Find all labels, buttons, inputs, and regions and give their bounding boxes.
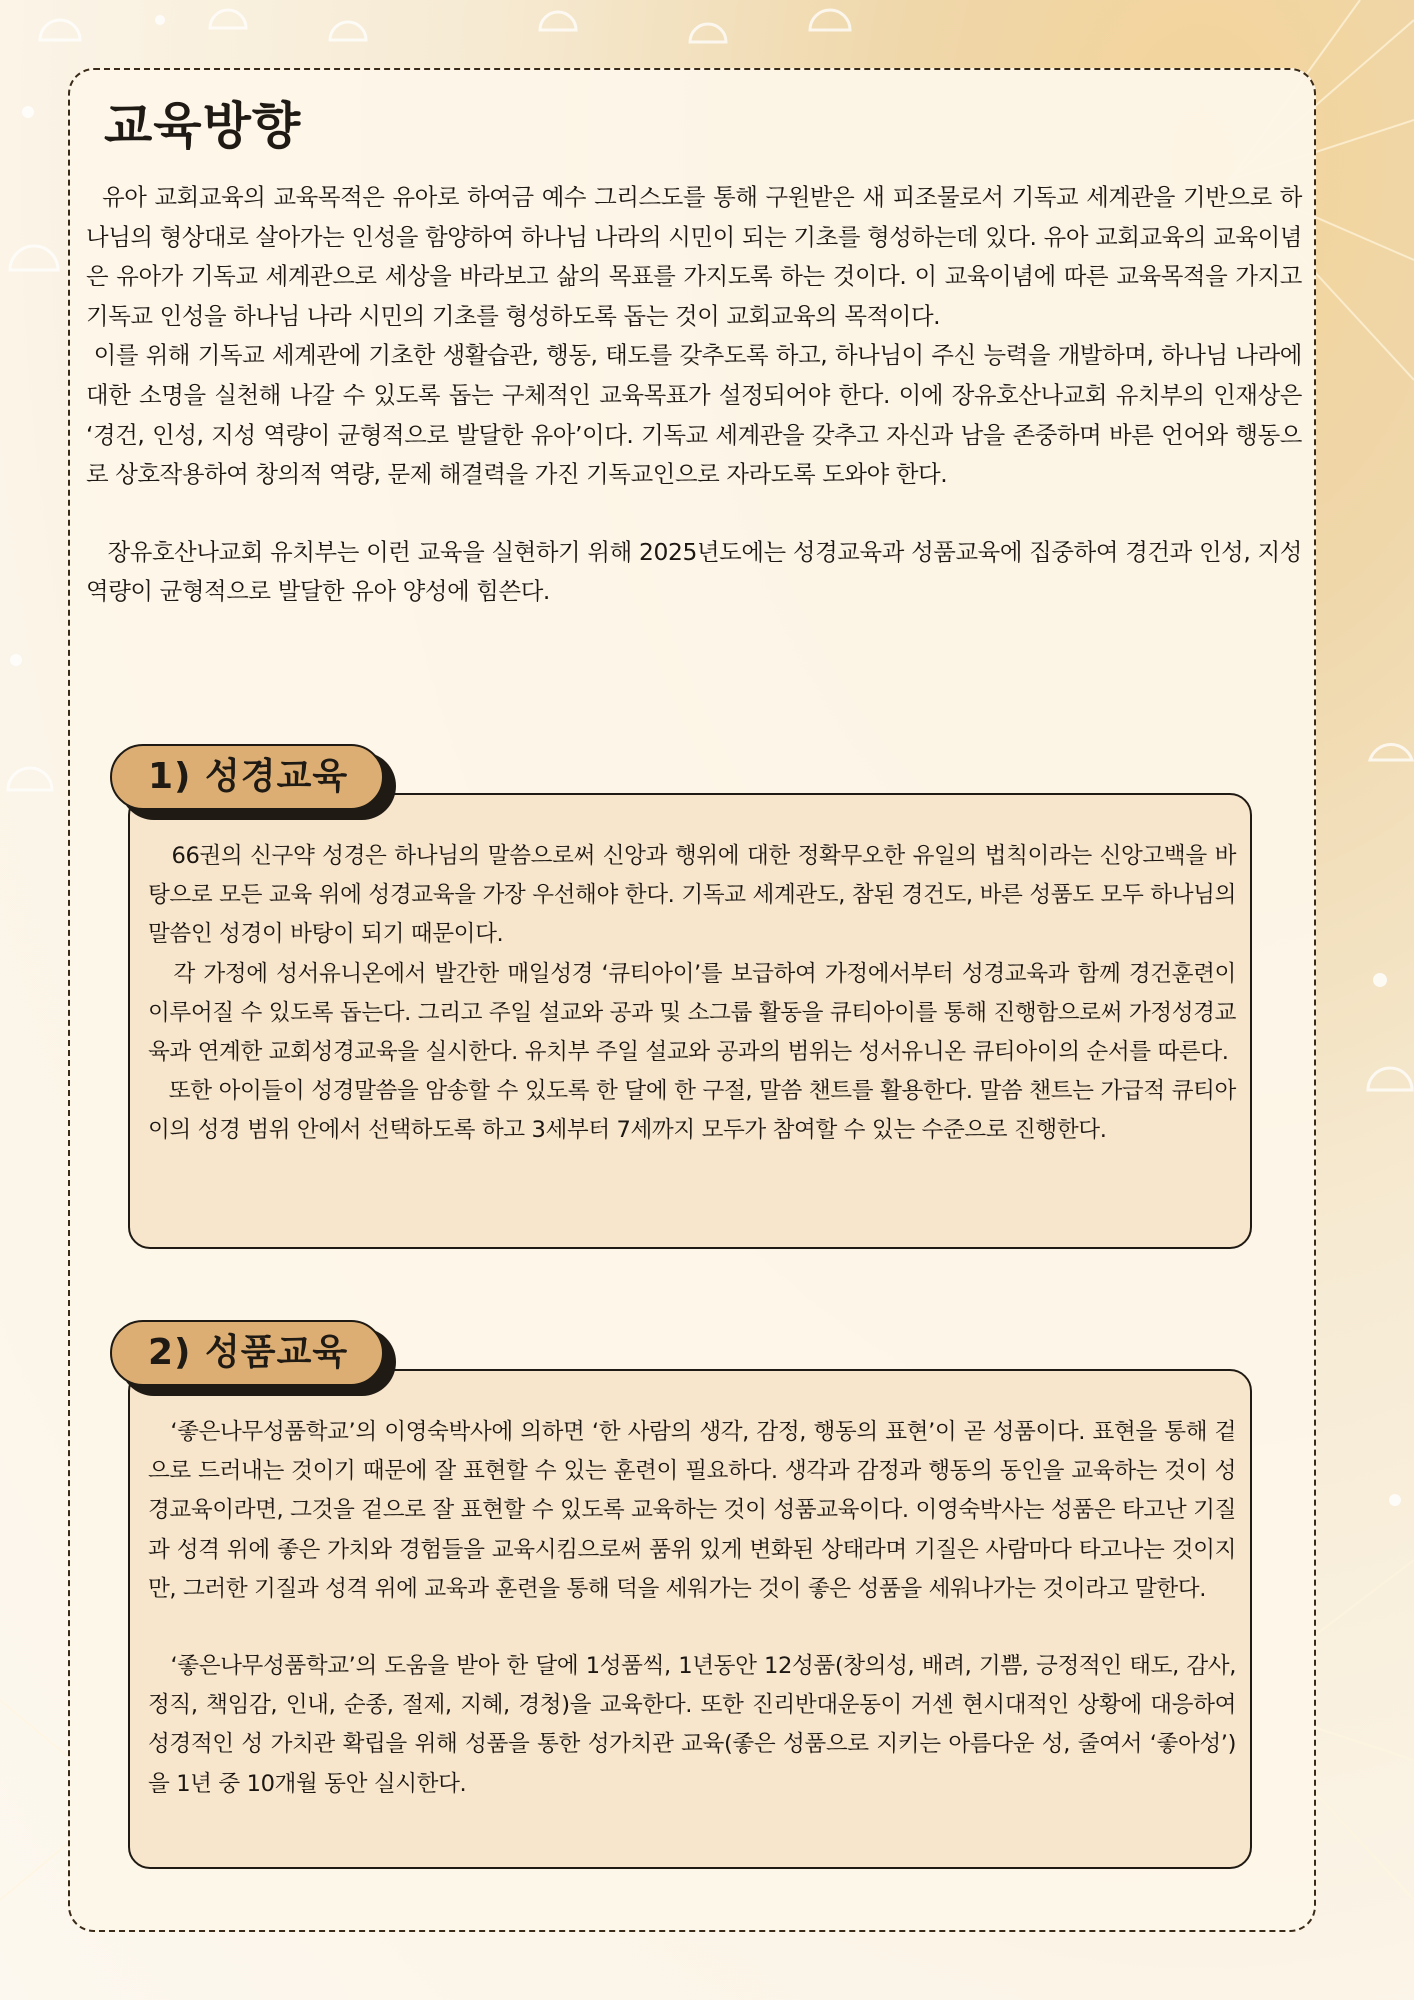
section-paragraph: ‘좋은나무성품학교’의 도움을 받아 한 달에 1성품씩, 1년동안 12성품(창의성, 배려, 기쁨, 긍정적인 태도, 감사, 정직, 책임감, 인내, 순종, 절제, 지혜, 경청)을 교육한다. 또한 진리반대운동이 거센 현시대적인 상황에 대응하여 성경적인 성 가치관 확립을 위해 성품을 통한 성가치관 교육(좋은 성품으로 지키는 아름다운 성, 줄여서 ‘좋아성’)을 1년 중 10개월 동안 실시한다. bbox=[148, 1653, 1236, 1797]
section-paragraph: 66권의 신구약 성경은 하나님의 말씀으로써 신앙과 행위에 대한 정확무오한 유일의 법칙이라는 신앙고백을 바탕으로 모든 교육 위에 성경교육을 가장 우선해야 한다. 기독교 세계관도, 참된 경건도, 바른 성품도 모두 하나님의 말씀인 성경이 바탕이 되기 때문이다. bbox=[148, 843, 1236, 948]
character-education-box bbox=[128, 1369, 1252, 1869]
section-paragraph: 또한 아이들이 성경말씀을 암송할 수 있도록 한 달에 한 구절, 말씀 챈트를 활용한다. 말씀 챈트는 가급적 큐티아이의 성경 범위 안에서 선택하도록 하고 3세부터 7세까지 모두가 참여할 수 있는 수준으로 진행한다. bbox=[148, 1078, 1236, 1144]
section-heading-label: 1) 성경교육 bbox=[110, 744, 384, 810]
intro-paragraph: 장유호산나교회 유치부는 이런 교육을 실현하기 위해 2025년도에는 성경교육과 성품교육에 집중하여 경건과 인성, 지성 역량이 균형적으로 발달한 유아 양성에 힘쓴다. bbox=[86, 537, 1302, 606]
section-heading-character bbox=[110, 1320, 394, 1394]
intro-paragraph: 이를 위해 기독교 세계관에 기초한 생활습관, 행동, 태도를 갖추도록 하고, 하나님이 주신 능력을 개발하며, 하나님 나라에 대한 소명을 실천해 나갈 수 있도록 돕는 구체적인 교육목표가 설정되어야 한다. 이에 장유호산나교회 유치부의 인재상은 ‘경건, 인성, 지성 역량이 균형적으로 발달한 유아’이다. 기독교 세계관을 갖추고 자신과 남을 존중하며 바른 언어와 행동으로 상호작용하여 창의적 역량, 문제 해결력을 가진 기독교인으로 자라도록 도와야 한다. bbox=[86, 341, 1302, 489]
intro-paragraph: 유아 교회교육의 교육목적은 유아로 하여금 예수 그리스도를 통해 구원받은 새 피조물로서 기독교 세계관을 기반으로 하나님의 형상대로 살아가는 인성을 함양하여 하나님 나라의 시민이 되는 기초를 형성하는데 있다. 유아 교회교육의 교육이념은 유아가 기독교 세계관으로 세상을 바라보고 삶의 목표를 가지도록 하는 것이다. 이 교육이념에 따른 교육목적을 가지고 기독교 인성을 하나님 나라 시민의 기초를 형성하도록 돕는 것이 교회교육의 목적이다. bbox=[86, 183, 1303, 330]
content-card bbox=[68, 68, 1316, 1932]
section-heading-label: 2) 성품교육 bbox=[110, 1320, 384, 1386]
section-paragraph: 각 가정에 성서유니온에서 발간한 매일성경 ‘큐티아이’를 보급하여 가정에서부터 성경교육과 함께 경건훈련이 이루어질 수 있도록 돕는다. 그리고 주일 설교와 공과 및 소그룹 활동을 큐티아이를 통해 진행함으로써 가정성경교육과 연계한 교회성경교육을 실시한다. 유치부 주일 설교와 공과의 범위는 성서유니온 큐티아이의 순서를 따른다. bbox=[148, 960, 1236, 1066]
bible-education-box bbox=[128, 793, 1252, 1249]
section-paragraph: ‘좋은나무성품학교’의 이영숙박사에 의하면 ‘한 사람의 생각, 감정, 행동의 표현’이 곧 성품이다. 표현을 통해 겉으로 드러내는 것이기 때문에 잘 표현할 수 있는 훈련이 필요하다. 생각과 감정과 행동의 동인을 교육하는 것이 성경교육이라면, 그것을 겉으로 잘 표현할 수 있도록 교육하는 것이 성품교육이다. 이영숙박사는 성품은 타고난 기질과 성격 위에 좋은 가치와 경험들을 교육시킴으로써 품위 있게 변화된 상태라며 기질은 사람마다 타고나는 것이지만, 그러한 기질과 성격 위에 교육과 훈련을 통해 덕을 세워가는 것이 좋은 성품을 세워나가는 것이라고 말한다. bbox=[148, 1419, 1236, 1602]
intro-text bbox=[86, 178, 1302, 612]
page-title: 교육방향 bbox=[104, 97, 302, 155]
section-heading-bible bbox=[110, 744, 394, 818]
